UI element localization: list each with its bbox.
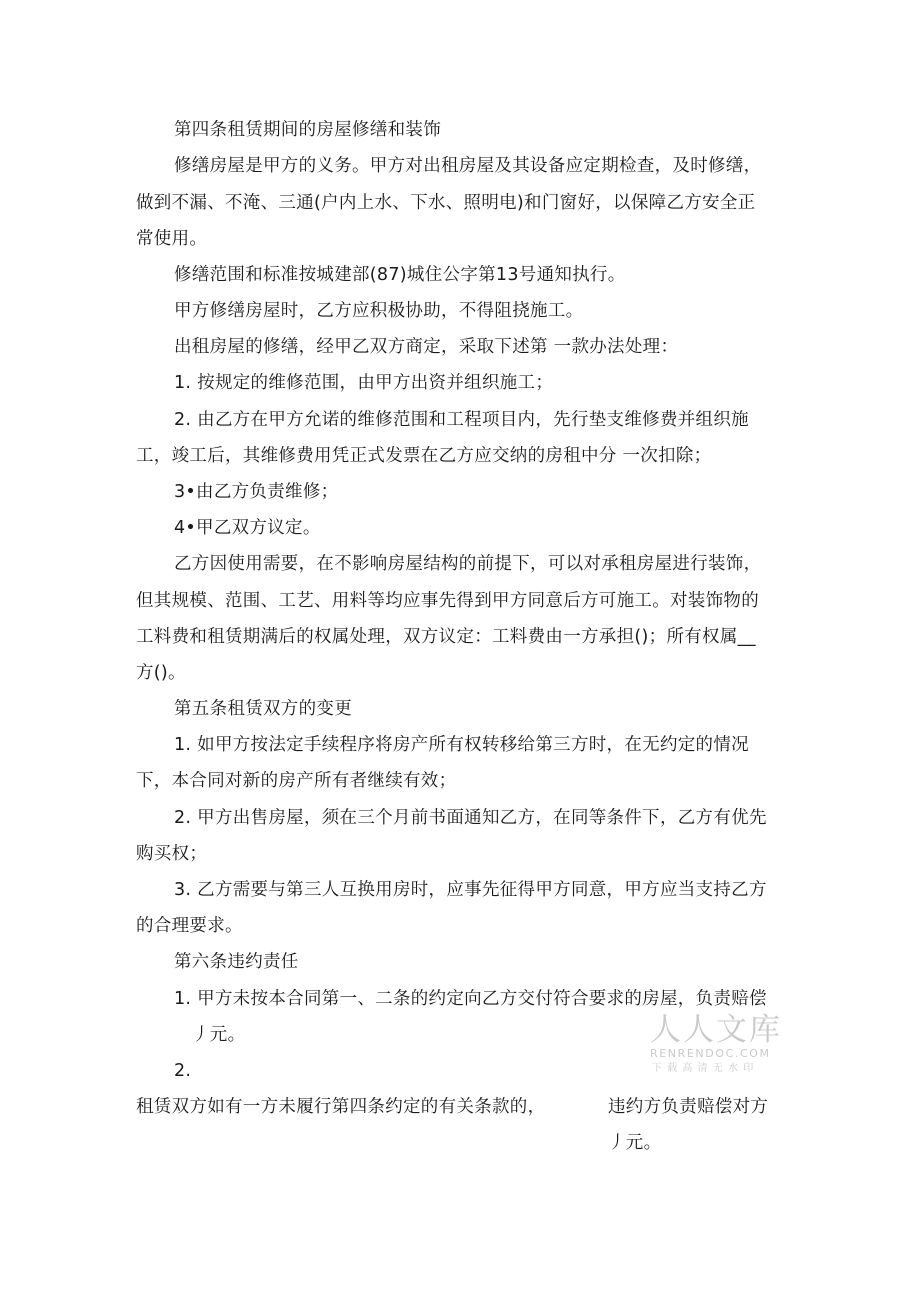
list-item: 丿元。 (192, 1025, 246, 1045)
paragraph-line: 工料费和租赁期满后的权属处理，双方议定：工料费由一方承担()；所有权属__ (136, 627, 756, 647)
paragraph-line: 但其规模、范围、工艺、用料等均应事先得到甲方同意后方可施工。对装饰物的 (136, 591, 759, 611)
list-item: 的合理要求。 (136, 916, 243, 936)
paragraph-line: 修缮范围和标准按城建部(87)城住公字第13号通知执行。 (174, 265, 626, 285)
article-6-heading: 第六条违约责任 (174, 952, 299, 972)
article-4-heading: 第四条租赁期间的房屋修缮和装饰 (174, 120, 441, 140)
list-item: 1. 按规定的维修范围，由甲方出资并组织施工； (174, 373, 554, 393)
list-item: 2. (174, 1061, 192, 1081)
list-item: 3•由乙方负责维修； (174, 482, 339, 502)
list-item: 4•甲乙双方议定。 (174, 518, 321, 538)
paragraph-line: 甲方修缮房屋时，乙方应积极协助，不得阻挠施工。 (174, 301, 584, 321)
watermark-slogan: 下载高清无水印 (652, 1063, 759, 1074)
list-item: 1. 甲方未按本合同第一、二条的约定向乙方交付符合要求的房屋，负责赔偿 (174, 989, 767, 1009)
paragraph-line: 出租房屋的修缮，经甲乙双方商定，采取下述第 一款办法处理： (174, 337, 679, 357)
list-item: 2. 甲方出售房屋，须在三个月前书面通知乙方，在同等条件下，乙方有优先 (174, 808, 767, 828)
list-item: 3. 乙方需要与第三人互换用房时，应事先征得甲方同意，甲方应当支持乙方 (174, 880, 767, 900)
list-item: 1. 如甲方按法定手续程序将房产所有权转移给第三方时，在无约定的情况 (174, 735, 749, 755)
paragraph-line: 修缮房屋是甲方的义务。甲方对出租房屋及其设备应定期检查，及时修缮， (174, 156, 762, 176)
watermark-logo-text: 人人文库 (650, 1012, 782, 1048)
list-item: 工，竣工后，其维修费用凭正式发票在乙方应交纳的房租中分 一次扣除； (136, 446, 712, 466)
list-item: 购买权； (136, 844, 208, 864)
paragraph-line: 违约方负责赔偿对方 (608, 1097, 769, 1117)
paragraph-line: 租赁双方如有一方未履行第四条约定的有关条款的， (136, 1097, 546, 1117)
paragraph-line: 方()。 (136, 663, 186, 683)
paragraph-line: 乙方因使用需要，在不影响房屋结构的前提下，可以对承租房屋进行装饰， (174, 554, 762, 574)
watermark-domain: RENRENDOC.COM (650, 1047, 771, 1060)
paragraph-line: 常使用。 (136, 229, 208, 249)
list-item: 2. 由乙方在甲方允诺的维修范围和工程项目内，先行垫支维修费并组织施 (174, 410, 749, 430)
paragraph-line: 做到不漏、不淹、三通(户内上水、下水、照明电)和门窗好，以保障乙方安全正 (136, 193, 756, 213)
paragraph-line: 丿元。 (608, 1133, 662, 1153)
list-item: 下，本合同对新的房产所有者继续有效； (136, 771, 457, 791)
article-5-heading: 第五条租赁双方的变更 (174, 699, 352, 719)
